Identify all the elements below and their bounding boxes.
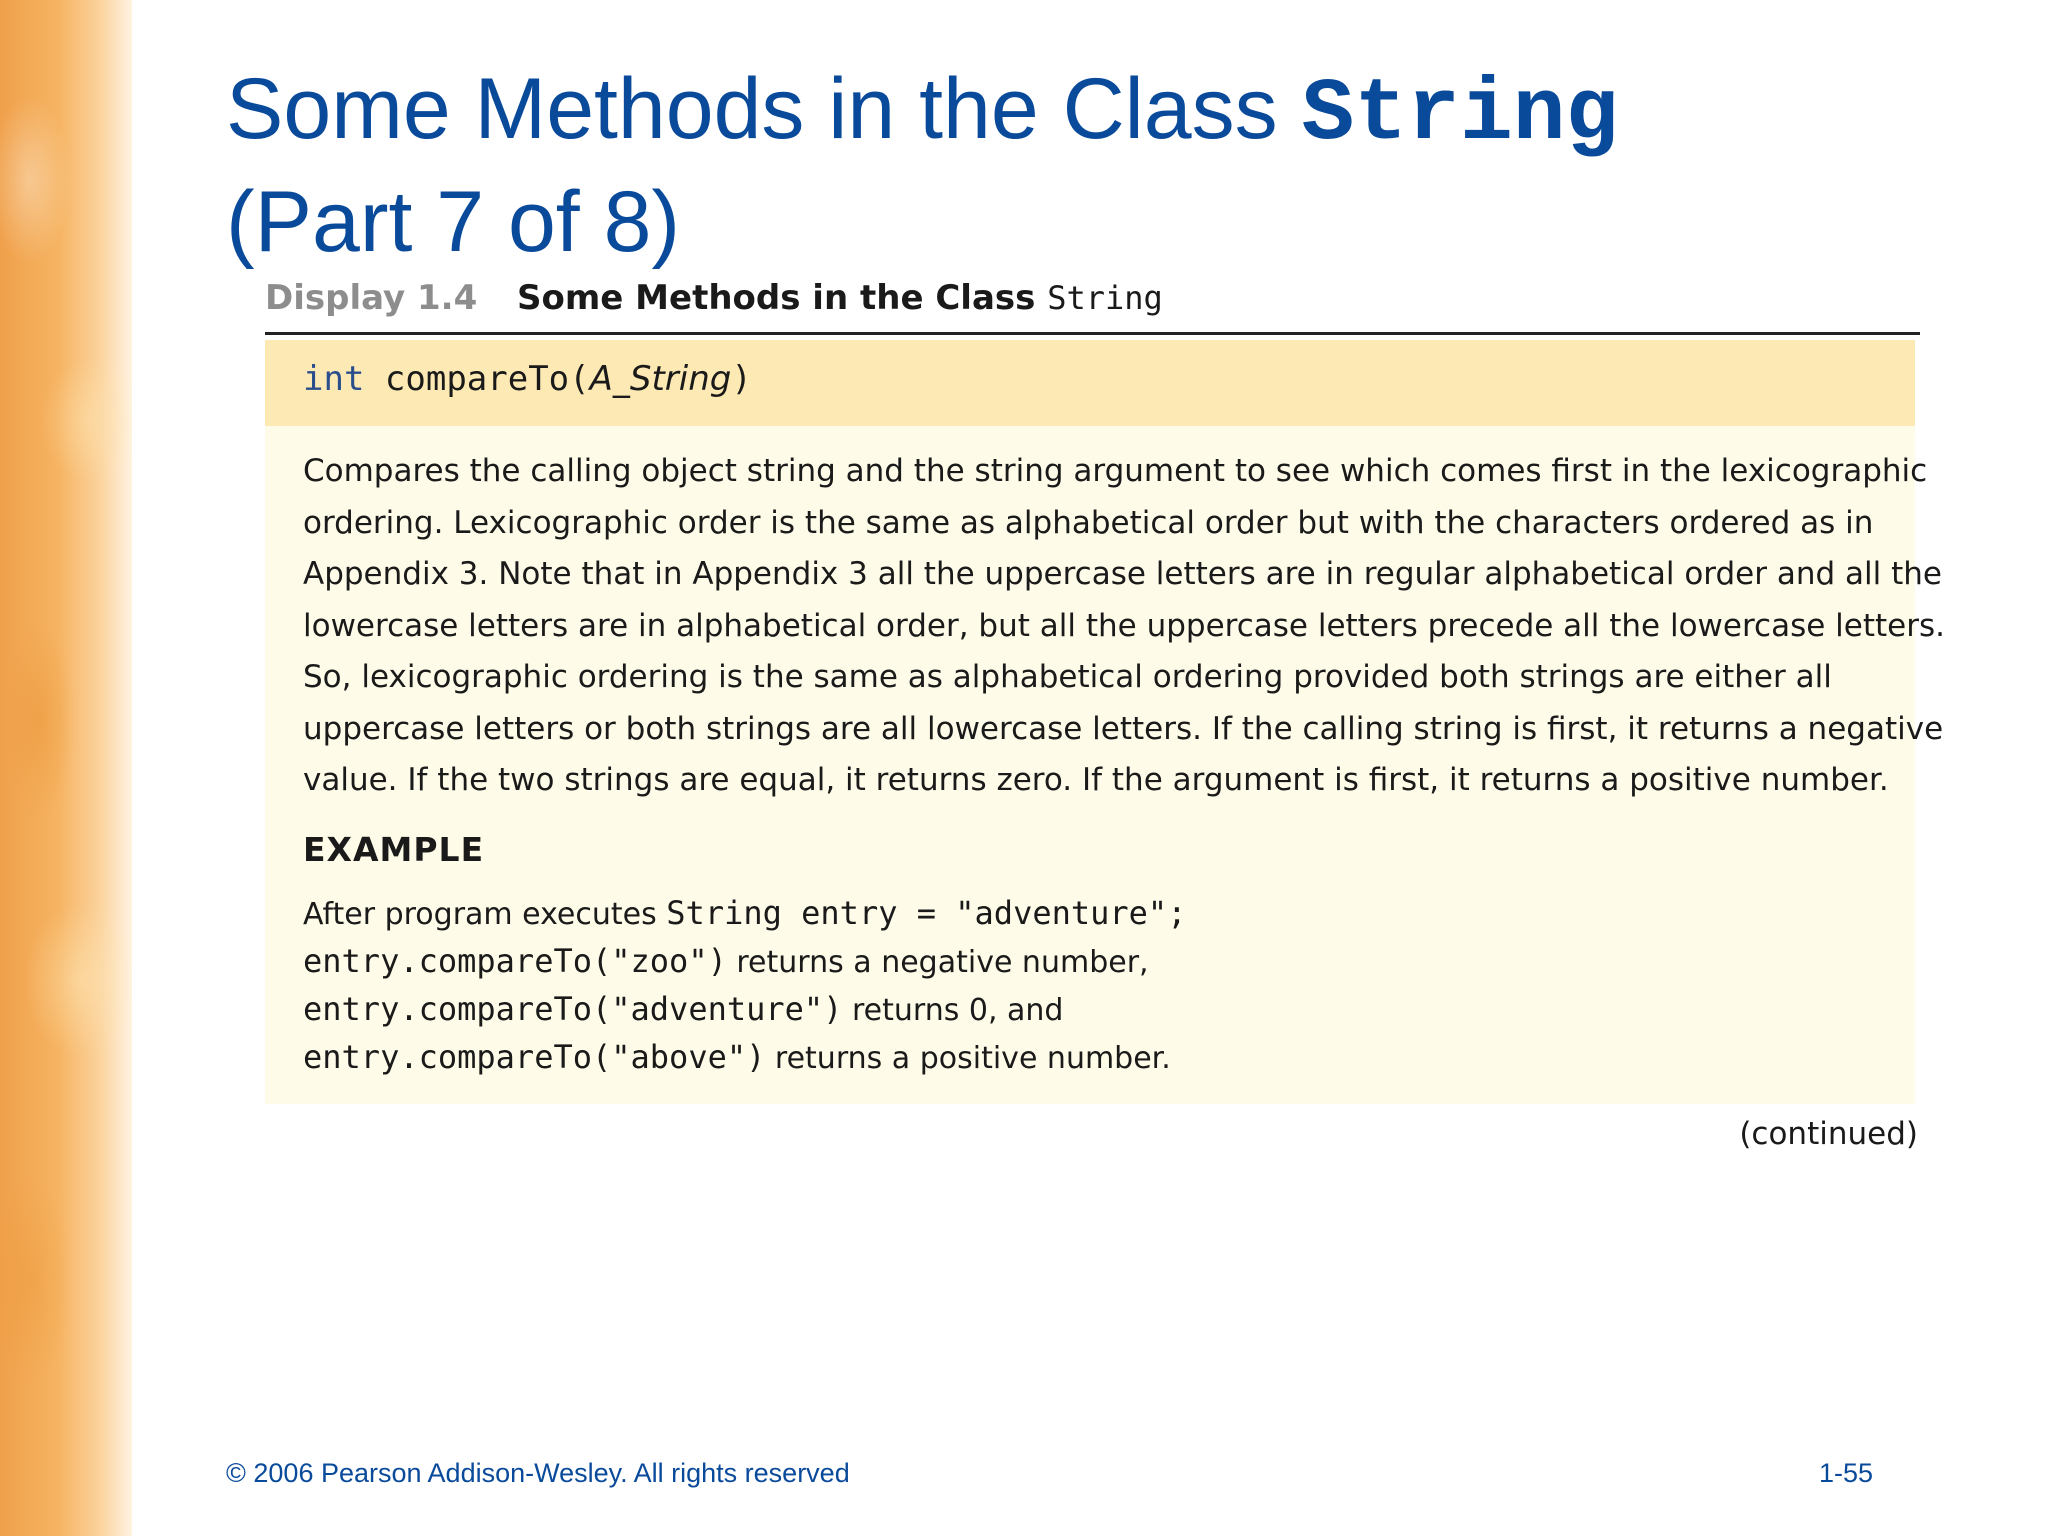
- example-row: [303, 1034, 1186, 1082]
- example-suffix: returns a negative number,: [726, 945, 1149, 980]
- method-param: A_String: [589, 359, 732, 399]
- continued-note: (continued): [1739, 1116, 1918, 1152]
- method-signature-bar: [265, 340, 1915, 426]
- example-heading: EXAMPLE: [303, 830, 485, 869]
- example-code: entry.compareTo("above"): [303, 1038, 766, 1076]
- display-title-text: Some Methods in the Class: [517, 278, 1048, 318]
- example-suffix: returns a positive number.: [765, 1041, 1171, 1076]
- example-block: [303, 890, 1186, 1082]
- display-header: [265, 270, 1920, 335]
- return-type: int: [303, 359, 365, 399]
- page-number: 1-55: [1818, 1458, 1873, 1488]
- description-line: value. If the two strings are equal, it returns zero. If the argument is first, it returns a positive number.: [303, 762, 1889, 798]
- method-description: [303, 446, 1945, 807]
- slide-title-subtitle: (Part 7 of 8): [226, 174, 681, 270]
- example-row: [303, 890, 1186, 938]
- display-title: [517, 278, 1163, 318]
- example-text: After program executes: [303, 897, 667, 932]
- description-line: Compares the calling object string and the string argument to see which comes first in the lexicographic: [303, 453, 1928, 489]
- description-line: lowercase letters are in alphabetical order, but all the uppercase letters precede all the lowercase letters.: [303, 607, 1945, 644]
- decorative-side-strip: [0, 0, 132, 1536]
- example-code: entry.compareTo("zoo"): [303, 942, 727, 980]
- method-name: compareTo(: [384, 359, 590, 399]
- example-code: entry.compareTo("adventure"): [303, 990, 843, 1028]
- display-label: Display 1.4: [265, 278, 478, 318]
- slide-title: [226, 56, 1618, 275]
- copyright-footer: © 2006 Pearson Addison-Wesley. All rights reserved: [226, 1458, 850, 1488]
- example-suffix: returns 0, and: [842, 993, 1064, 1028]
- description-line: uppercase letters or both strings are all lowercase letters. If the calling string is first, it returns a negative: [303, 710, 1944, 747]
- example-row: [303, 986, 1186, 1034]
- slide-title-code: String: [1301, 66, 1619, 165]
- description-line: Appendix 3. Note that in Appendix 3 all the uppercase letters are in regular alphabetical order and all the: [303, 556, 1942, 592]
- example-row: [303, 938, 1186, 986]
- description-line: So, lexicographic ordering is the same as alphabetical ordering provided both strings are either all: [303, 659, 1832, 695]
- method-close: ): [731, 359, 752, 399]
- description-line: ordering. Lexicographic order is the same as alphabetical order but with the characters ordered as in: [303, 504, 1874, 541]
- method-box: [265, 340, 1945, 1104]
- method-signature: [303, 359, 752, 399]
- slide-title-text: Some Methods in the Class: [226, 61, 1302, 157]
- display-title-code: String: [1047, 279, 1163, 317]
- example-code: String entry = "adventure";: [666, 894, 1187, 932]
